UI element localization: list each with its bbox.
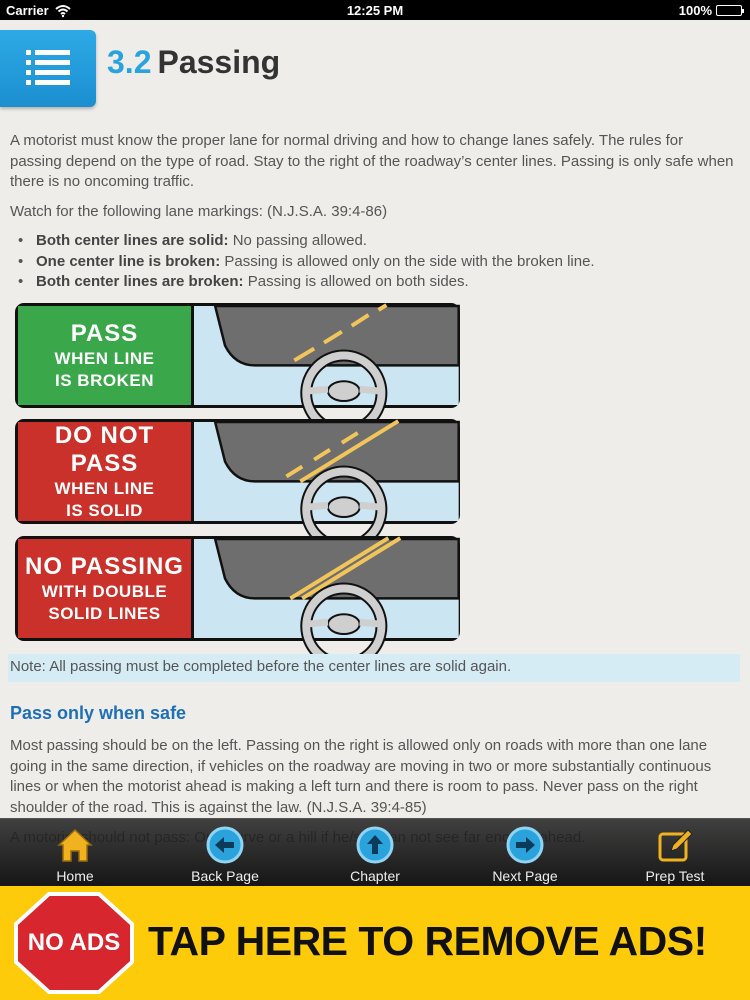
pass-broken-line-sign [15,303,460,408]
no-passing-double-solid-sign [15,536,460,641]
back-page-label: Back Page [191,868,259,884]
lane-markings-intro: Watch for the following lane markings: (N.J.S.A. 39:4-86) [10,203,388,220]
remove-ads-banner[interactable] [0,886,750,1000]
passing-note: Note: All passing must be completed before the center lines are solid again. [8,654,740,682]
section-title: Passing [157,44,281,80]
battery-status [679,3,742,18]
next-page-button[interactable] [450,819,600,887]
page-content[interactable] [0,20,750,818]
status-bar [0,0,750,20]
intro-paragraph: A motorist must know the proper lane for normal driving and how to change lanes safely. The rules for passing depend on the type of road. Stay to the right of the roadway’s center lines. Passing is only safe when there is no oncoming traffic. [10,132,734,190]
remove-ads-headline: TAP HERE TO REMOVE ADS! [148,918,707,964]
clock: 12:25 PM [346,3,404,18]
prep-test-button[interactable] [600,819,750,887]
home-icon [55,825,95,865]
page-header [0,30,750,106]
list-item: • One center line is broken: Passing is allowed only on the side with the broken line. [18,252,738,273]
chapter-button[interactable] [300,819,450,887]
windshield-road-illustration [194,306,460,405]
arrow-right-circle-icon [505,825,545,865]
lane-markings-list [18,231,738,293]
windshield-road-illustration [194,422,460,521]
section-number: 3.2 [107,44,152,80]
chapter-label: Chapter [350,868,400,884]
arrow-up-circle-icon [355,825,395,865]
windshield-road-illustration [194,539,460,638]
subheading-pass-safe: Pass only when safe [10,703,187,723]
next-page-label: Next Page [492,868,558,884]
sign-label: DO NOT PASS WHEN LINE IS SOLID [18,422,194,521]
arrow-left-circle-icon [205,825,245,865]
do-not-pass-solid-line-sign [15,419,460,524]
edit-pencil-icon [655,825,695,865]
carrier-label: Carrier [6,3,49,18]
list-item: • Both center lines are solid: No passing allowed. [18,231,738,252]
no-ads-badge: NO ADS [27,929,121,956]
page-title [107,44,280,81]
list-menu-icon [26,50,70,86]
battery-icon [716,5,742,16]
table-of-contents-button[interactable] [0,30,96,107]
back-page-button[interactable] [150,819,300,887]
battery-percent: 100% [678,3,712,18]
bottom-toolbar [0,818,750,886]
home-button[interactable] [0,819,150,887]
sign-label: NO PASSING WITH DOUBLE SOLID LINES [18,539,194,638]
pass-safe-paragraph: Most passing should be on the left. Passing on the right is allowed only on roads with more than one lane going in the same direction, if vehicles on the roadway are moving in two or more substantially continuous lines or when the motorist ahead is making a left turn and there is room to pass. Never pass on the right shoulder of the road. This is against the law. (N.J.S.A. 39:4-85) [10,737,712,816]
list-item: • Both center lines are broken: Passing is allowed on both sides. [18,272,738,293]
prep-test-label: Prep Test [645,868,705,884]
sign-label: PASS WHEN LINE IS BROKEN [18,306,194,405]
home-label: Home [56,868,94,884]
